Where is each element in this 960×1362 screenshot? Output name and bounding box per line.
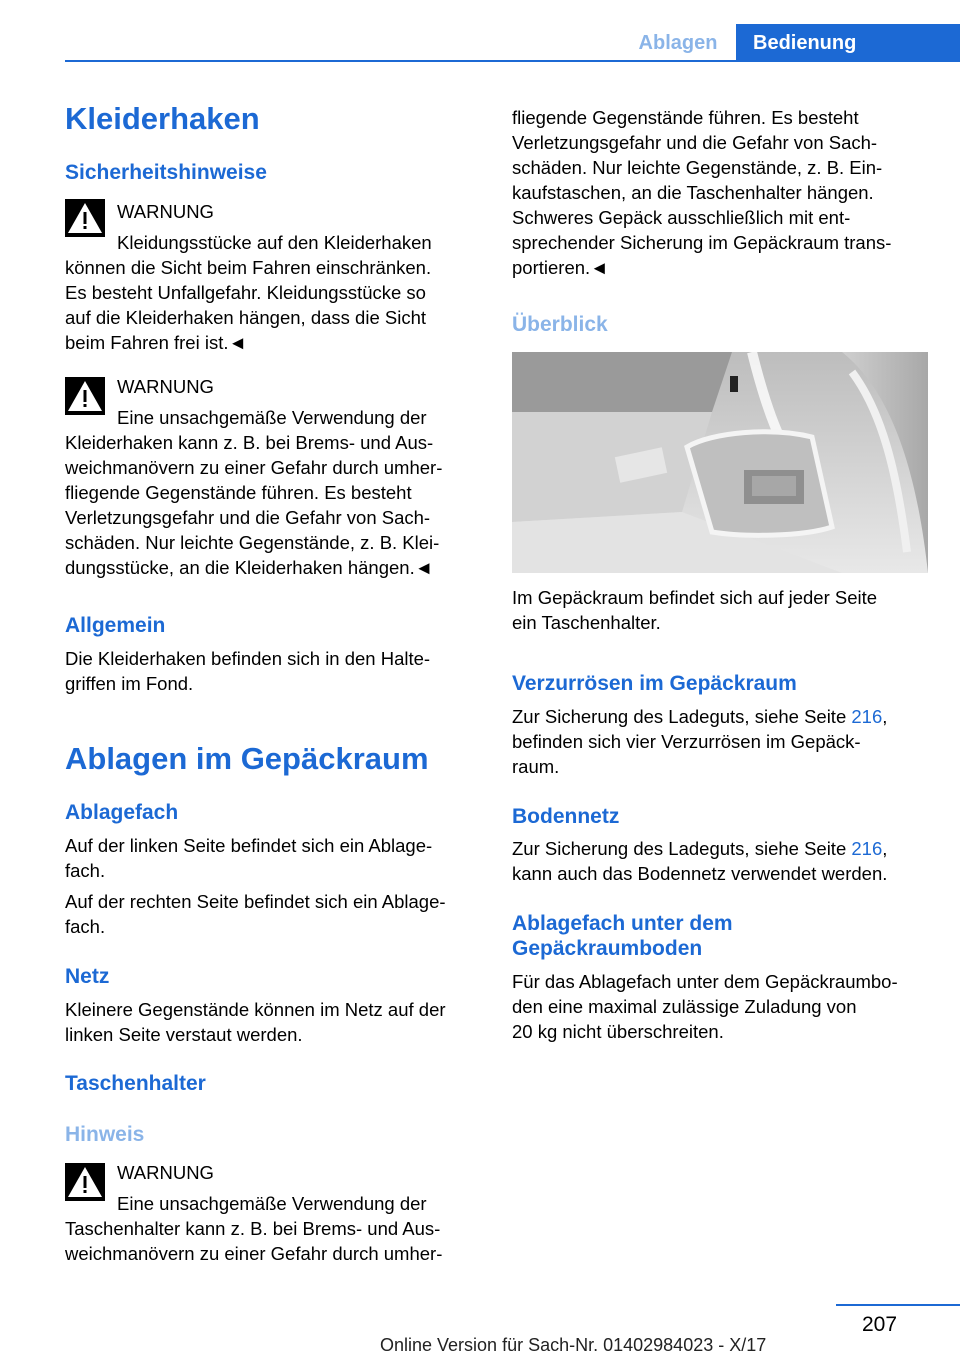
warning-text: Taschenhalter kann z. B. bei Brems- und Aus‐ weichmanövern zu einer Gefahr durch umher‐ (65, 1218, 443, 1264)
general-heading: Allgemein (65, 614, 166, 637)
lashing-text-a: Zur Sicherung des Ladeguts, siehe Seite (512, 706, 852, 727)
overview-text: Im Gepäckraum befindet sich auf jeder Seite ein Taschenhalter. (512, 587, 878, 633)
warning-text: Kleiderhaken kann z. B. bei Brems- und Aus‐ weichmanövern zu einer Gefahr durch umher‐ fliegende Gegenstände führen. Es besteht Verletzungsgefahr und die Gefahr von Sach‐ schäden. Nur leichte Gegenstände, z. B. Klei‐ dungsstücke, an die Kleiderhaken hängen.◄ (65, 432, 443, 578)
lashing-text (512, 704, 960, 779)
net-heading: Netz (65, 965, 110, 988)
warning-label: WARNUNG (117, 1162, 214, 1183)
net-text: Kleinere Gegenstände können im Netz auf der linken Seite verstaut werden. (65, 999, 446, 1045)
floornet-text-b: , (882, 838, 888, 859)
floor-net-heading: Bodennetz (512, 805, 620, 828)
floornet-text-a: Zur Sicherung des Ladeguts, siehe Seite (512, 838, 852, 859)
compartment-text-left: Auf der linken Seite befindet sich ein Ablage‐ fach. (65, 835, 433, 881)
tab-chapter[interactable]: Bedienung (736, 24, 960, 62)
warning-text-continued: fliegende Gegenstände führen. Es besteht Verletzungsgefahr und die Gefahr von Sach‐ schäden. Nur leichte Gegenstände, z. B. Ein‐ kaufstaschen, an die Taschenhalter hängen. Schweres Gepäck ausschließlich mit ent‐ sprechender Sicherung im Gepäckraum trans‐ portieren.◄ (512, 107, 892, 278)
lashing-text-c: befinden sich vier Verzurrösen im Gepäck‐ raum. (512, 731, 861, 777)
online-version-note: Online Version für Sach-Nr. 01402984023 - X/17 (380, 1335, 767, 1355)
floor-net-text (512, 836, 960, 886)
general-text: Die Kleiderhaken befinden sich in den Halte‐ griffen im Fond. (65, 648, 431, 694)
footer-rule (836, 1304, 960, 1306)
safety-heading: Sicherheitshinweise (65, 161, 267, 184)
page-link[interactable]: 216 (851, 706, 883, 727)
trunk-photo (512, 352, 928, 573)
page-title: Kleiderhaken (65, 101, 260, 136)
underfloor-heading-line2: Gepäckraumboden (512, 937, 703, 960)
page-number: 207 (862, 1313, 898, 1336)
storage-title: Ablagen im Gepäckraum (65, 741, 429, 776)
warning-triangle-icon (65, 199, 105, 237)
floornet-text-c: kann auch das Bodennetz verwendet werden. (512, 863, 888, 884)
compartment-heading: Ablagefach (65, 801, 179, 824)
tab-section[interactable]: Ablagen (638, 32, 718, 54)
warning-text: können die Sicht beim Fahren einschränken. Es besteht Unfallgefahr. Kleidungsstücke so auf die Kleiderhaken hängen, dass die Sicht beim Fahren frei ist.◄ (65, 257, 432, 353)
warning-label: WARNUNG (117, 376, 214, 397)
note-heading: Hinweis (65, 1123, 145, 1146)
page-link[interactable]: 216 (851, 838, 883, 859)
bag-holder-heading: Taschenhalter (65, 1072, 206, 1095)
lashing-text-b: , (882, 706, 888, 727)
trunk-illustration (512, 352, 928, 573)
underfloor-heading-line1: Ablagefach unter dem (512, 912, 733, 935)
warning-text-first: Eine unsachgemäße Verwendung der (117, 407, 427, 428)
compartment-text-right: Auf der rechten Seite befindet sich ein Ablage‐ fach. (65, 891, 446, 937)
lashing-heading: Verzurrösen im Gepäckraum (512, 672, 797, 695)
underfloor-text: Für das Ablagefach unter dem Gepäckraumbo‐ den eine maximal zulässige Zuladung von 20 kg nicht überschreiten. (512, 971, 898, 1042)
overview-heading: Überblick (512, 313, 608, 336)
warning-text-first: Kleidungsstücke auf den Kleiderhaken (117, 232, 432, 253)
warning-triangle-icon (65, 1163, 105, 1201)
warning-triangle-icon (65, 377, 105, 415)
warning-text-first: Eine unsachgemäße Verwendung der (117, 1193, 427, 1214)
warning-label: WARNUNG (117, 201, 214, 222)
